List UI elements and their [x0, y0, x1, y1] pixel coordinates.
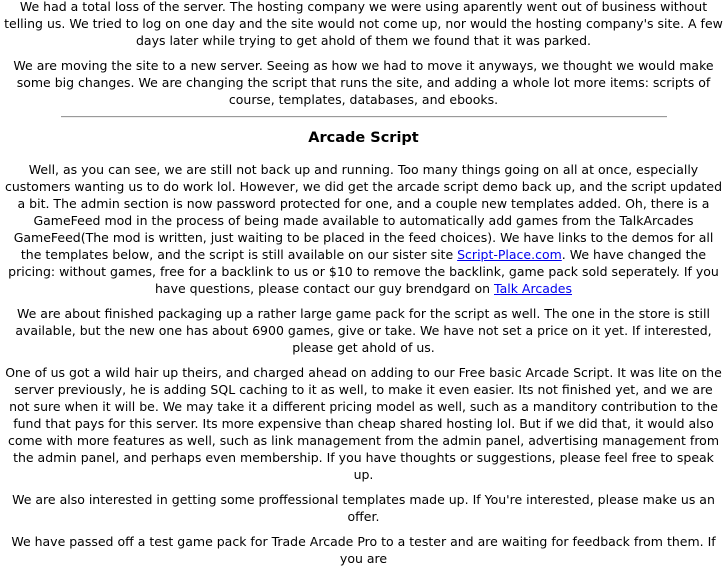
intro-paragraph-moving-site: We are moving the site to a new server. Seeing as how we had to move it anyways, we thought we would make some big changes. We are changing the script that runs the site, and adding a whole lot more items: scripts of course, templates, databases, and ebooks. — [13, 58, 714, 107]
section-divider — [61, 116, 667, 118]
page-content — [4, 0, 723, 575]
intro-paragraph-server-loss: We had a total loss of the server. The hosting company we were using aparently went out of business without telling us. We tried to log on one day and the site would not come up, nor would the hosting company's site. A few days later while trying to get ahold of them we found that it was parked. — [4, 0, 723, 48]
arcade-status-text-2: . We have changed the pricing: without games, free for a backlink to us or $10 to remove the backlink, game pack sold seperately. If you have questions, please contact our guy brendgard on — [8, 247, 719, 296]
arcade-paragraph-test-pack: We have passed off a test game pack for Trade Arcade Pro to a tester and are waiting for feedback from them. If you are — [11, 534, 716, 566]
arcade-paragraph-game-pack: We are about finished packaging up a rather large game pack for the script as well. The one in the store is still available, but the new one has about 6900 games, give or take. We have not set a price on it yet. If interested, please get ahold of us. — [15, 306, 712, 355]
arcade-paragraph-status — [4, 161, 723, 297]
script-place-link[interactable]: Script-Place.com — [457, 247, 562, 262]
arcade-paragraph-free-script: One of us got a wild hair up theirs, and charged ahead on adding to our Free basic Arcade Script. It was lite on the server previously, he is adding SQL caching to it as well, to make it even easier. Its not finished yet, and we are not sure when it will be. We may take it a different pricing model as well, such as a manditory contribution to the fund that pays for this server. Its more expensive than cheap shared hosting lol. But if we did that, it would also come with more features as well, such as link management from the admin panel, advertising management from the admin panel, and perhaps even membership. If you have thoughts or suggestions, please feel free to speak up. — [5, 365, 722, 482]
arcade-paragraph-templates: We are also interested in getting some proffessional templates made up. If You're interested, please make us an offer. — [12, 492, 715, 524]
talk-arcades-link[interactable]: Talk Arcades — [494, 281, 572, 296]
arcade-status-text-1: Well, as you can see, we are still not back up and running. Too many things going on all at once, especially customers wanting us to do work lol. However, we did get the arcade script demo back up, and the script updated a bit. The admin section is now password protected for one, and a couple new templates added. Oh, there is a GameFeed mod in the process of being made available to automatically add games from the TalkArcades GameFeed(The mod is written, just waiting to be placed in the feed choices). We have links to the demos for all the templates below, and the script is still available on our sister site — [4, 162, 723, 262]
arcade-script-heading: Arcade Script — [308, 130, 419, 146]
